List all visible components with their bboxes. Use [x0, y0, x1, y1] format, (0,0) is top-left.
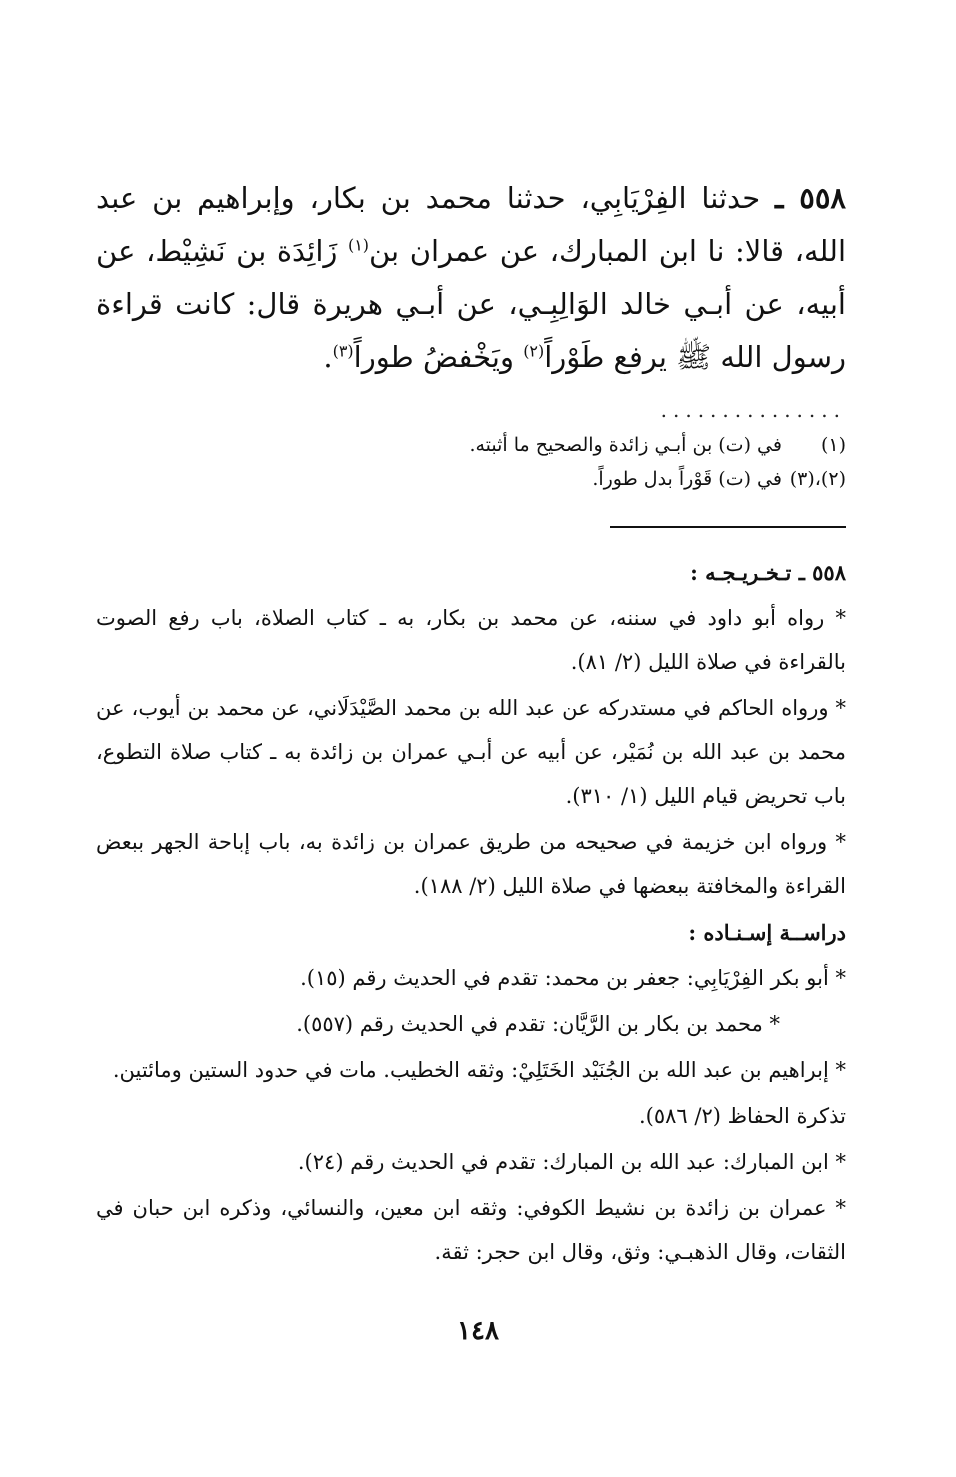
page-body: [96, 172, 846, 1276]
hadith-line-4a: طَوْراً: [544, 340, 605, 374]
hadith-line-4b: ويَخْفضُ طوراً: [353, 340, 524, 374]
dirasa-item-5: * ابن المبارك: عبد الله بن المبارك: تقدم في الحديث رقم (٢٤).: [297, 1150, 846, 1174]
hadith-line-1: حدثنا الفِرْيَابِي، حدثنا محمد بن بكار، وإبراهيم بن: [152, 181, 761, 215]
footnote-ref-1: (١): [347, 235, 369, 255]
dirasa-item-4: تذكرة الحفاظ (٢/ ٥٨٦).: [639, 1104, 846, 1128]
dirasa-item-3: * إبراهيم بن عبد الله بن الجُنَيْد الخَتَلِيْ: وثقه الخطيب. مات في حدود الستين ومائتين.: [112, 1058, 846, 1082]
footnote-1-text: في (ت) بن أبـي زائدة والصحيح ما أثبته.: [469, 434, 782, 456]
hadith-line-2a: عبد الله، قالا: نا ابن المبارك، عن عمران بن: [96, 181, 846, 268]
footnote-ref-2: (٢): [523, 341, 545, 361]
footnote-ref-3: (٣): [332, 341, 354, 361]
takhrij-paragraph-1: * رواه أبو داود في سننه، عن محمد بن بكار، به ـ كتاب الصلاة، باب رفع الصوت بالقراءة في صلاة الليل (٢/ ٨١).: [96, 606, 846, 674]
takhrij-paragraph-2: * ورواه الحاكم في مستدركه عن عبد الله بن محمد الصَّيْدَلَاني، عن محمد بن أيوب، عن محمد بن عبد الله بن نُمَيْر، عن أبيه عن أبـي عمران بن زائدة به ـ كتاب صلاة التطوع، باب تحريض قيام الليل (١/ ٣١٠).: [96, 696, 846, 808]
hadith-line-3: عن أبـي خالد الوَالِبِـي، عن أبـي هريرة قال: كانت قراءة رسول الله ﷺ يرفع: [96, 287, 846, 374]
page-number: ١٤٨: [457, 1316, 499, 1346]
footnotes-block: [96, 428, 846, 496]
footnote-2-label: (٢)،(٣): [789, 468, 846, 490]
hadith-text: [96, 172, 846, 384]
dirasa-item-2: * محمد بن بكار بن الرَّيَّان: تقدم في الحديث رقم (٥٥٧).: [296, 1012, 780, 1036]
footnote-1: [96, 428, 846, 462]
footnote-separator-dots: ...............: [660, 398, 846, 422]
takhrij-paragraph-3: * ورواه ابن خزيمة في صحيحه من طريق عمران بن زائدة به، باب إباحة الجهر ببعض القراءة والمخافتة ببعضها في صلاة الليل (٢/ ١٨٨).: [96, 830, 846, 898]
hadith-number: ٥٥٨ ـ: [775, 181, 847, 215]
footnote-2-text: في (ت) قَوْراً بدل طوراً.: [592, 468, 782, 490]
dirasa-heading: دراســة إسـنـاده :: [688, 920, 846, 945]
dirasa-item-6: * عمران بن زائدة بن نشيط الكوفي: وثقه ابن معين، والنسائي، وذكره ابن حبان في الثقات، وقال الذهبـي: وثق، وقال ابن حجر: ثقة.: [96, 1196, 846, 1264]
takhrij-heading: ٥٥٨ ـ تـخـريـجـه :: [690, 560, 846, 585]
footnote-1-label: (١): [820, 434, 846, 456]
dirasa-item-1: * أبو بكر الفِرْيَابِي: جعفر بن محمد: تقدم في الحديث رقم (١٥).: [300, 966, 846, 990]
hadith-line-2b: زَائِدَة بن نَشِيْط، عن أبيه،: [96, 234, 846, 321]
footnote-2: [96, 462, 846, 496]
section-divider: [610, 526, 846, 528]
hadith-line-4c: .: [323, 340, 333, 374]
